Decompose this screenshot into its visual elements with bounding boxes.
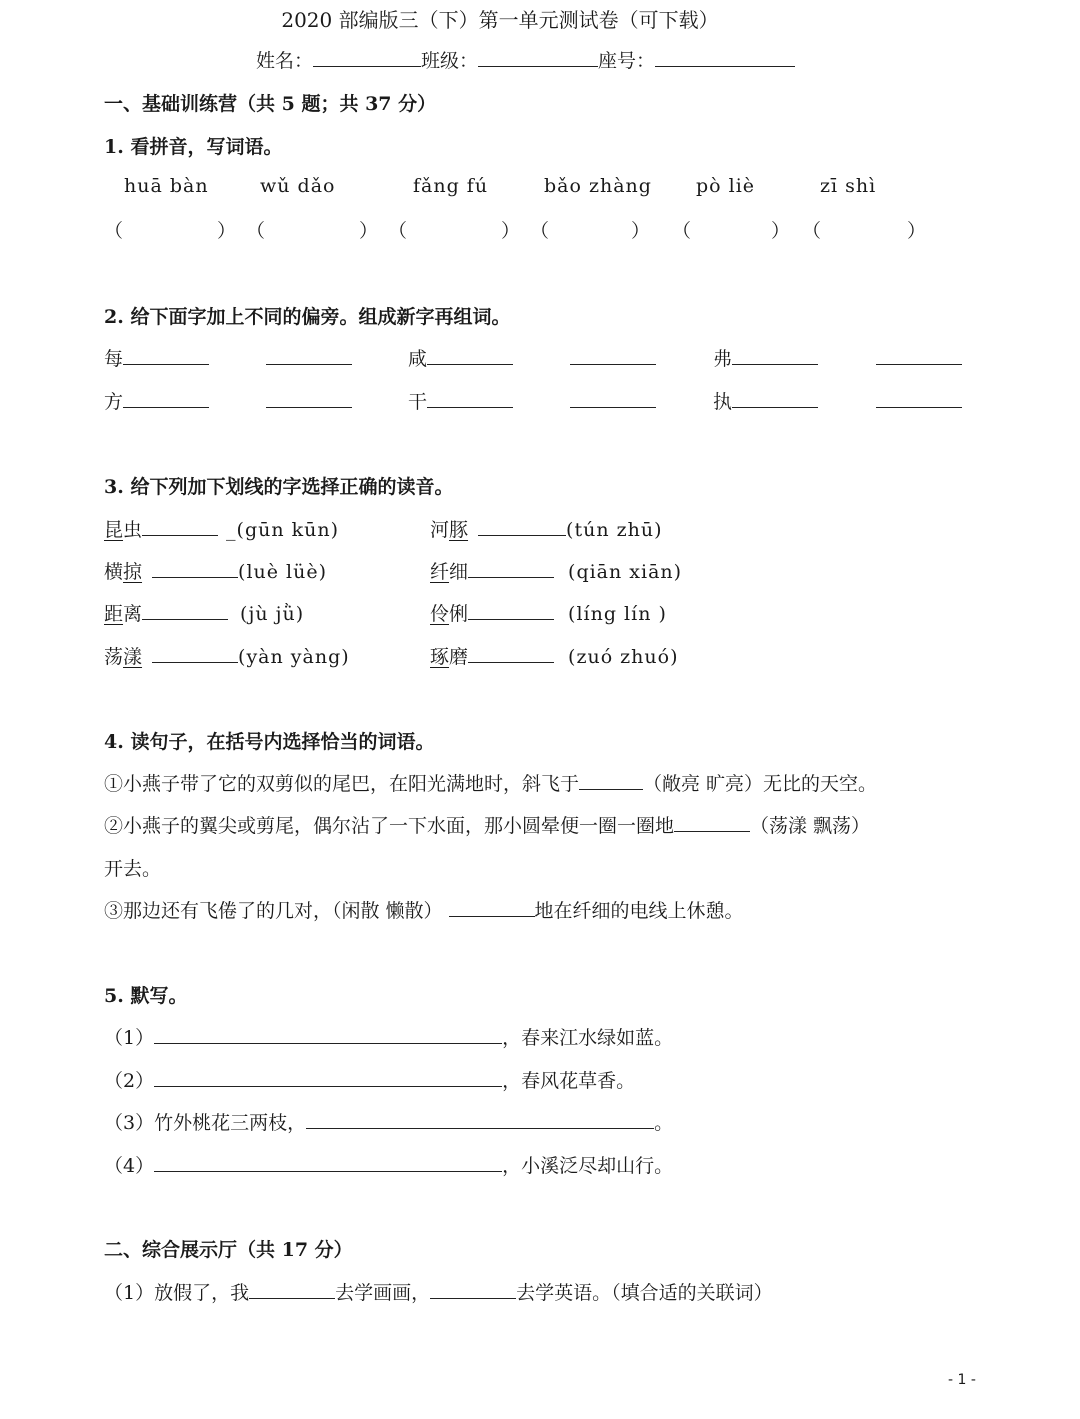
q2-row1-item1 <box>104 344 209 371</box>
q1-answer-6[interactable] <box>802 216 926 243</box>
q2-row2-item2 <box>408 387 513 414</box>
answer-blank[interactable] <box>674 811 750 832</box>
radical-char: 弗 <box>713 348 733 370</box>
q4-sentence-1 <box>104 769 877 796</box>
answer-blank[interactable] <box>123 387 209 408</box>
q2-row1-item2 <box>408 344 513 371</box>
q3-item-1 <box>104 515 339 542</box>
q2-row2-blank3[interactable] <box>876 387 962 413</box>
word-char: 荡 <box>104 646 124 668</box>
answer-blank[interactable] <box>306 1108 654 1129</box>
radical-char: 执 <box>713 391 733 413</box>
name-label: 姓名： <box>256 50 314 72</box>
section-heading-showcase: 二、综合展示厅（共 17 分） <box>104 1239 353 1261</box>
paren-open: （ <box>530 220 550 242</box>
q1-answer-3[interactable] <box>388 216 520 243</box>
sentence-text: ①小燕子带了它的双剪似的尾巴，在阳光满地时，斜飞于 <box>104 773 580 795</box>
q5-line-2 <box>104 1066 635 1093</box>
paren-open: （ <box>104 220 124 242</box>
q2-title: 2. 给下面字加上不同的偏旁。组成新字再组词。 <box>104 306 511 328</box>
q4-title: 4. 读句子，在括号内选择恰当的词语。 <box>104 731 435 753</box>
answer-blank[interactable] <box>249 1278 335 1299</box>
poem-text: 竹外桃花三两枝， <box>154 1112 307 1134</box>
q1-pinyin-6: zī shì <box>820 175 877 197</box>
underlined-char: 豚 <box>449 519 469 541</box>
answer-blank[interactable] <box>732 387 818 408</box>
paren-close: ） <box>771 220 791 242</box>
underlined-char: 琢 <box>430 646 450 668</box>
radical-char: 干 <box>408 391 428 413</box>
word-char: 横 <box>104 561 124 583</box>
page-number: - 1 - <box>948 1372 976 1388</box>
answer-blank[interactable] <box>427 344 513 365</box>
answer-blank[interactable] <box>430 1278 516 1299</box>
answer-blank[interactable] <box>427 387 513 408</box>
pinyin-options: (zuó zhuó) <box>568 646 679 668</box>
q4-sentence-3 <box>104 896 744 923</box>
q3-item-5 <box>104 599 304 626</box>
pinyin-options: (tún zhū) <box>566 519 663 541</box>
pinyin-options: _(gūn kūn) <box>226 519 340 541</box>
word-char: 细 <box>449 561 469 583</box>
sentence-text: 地在纤细的电线上休憩。 <box>534 900 744 922</box>
q1-answer-1[interactable] <box>104 216 236 243</box>
q1-pinyin-3: fǎng fú <box>413 175 489 197</box>
underlined-char: 伶 <box>430 603 450 625</box>
paren-close: ） <box>907 220 927 242</box>
pinyin-options: (líng lín ) <box>568 603 667 625</box>
q2-row1-blank3[interactable] <box>876 344 962 370</box>
answer-blank[interactable] <box>468 599 554 620</box>
q5-title: 5. 默写。 <box>104 985 188 1007</box>
underlined-char: 纤 <box>430 561 450 583</box>
q1-answer-2[interactable] <box>246 216 378 243</box>
pinyin-options: (yàn yàng) <box>238 646 350 668</box>
q3-item-4 <box>430 557 682 584</box>
seat-label: 座号： <box>598 50 656 72</box>
q5-line-3 <box>104 1108 673 1135</box>
q1-answer-5[interactable] <box>672 216 790 243</box>
class-blank[interactable] <box>478 46 598 67</box>
pinyin-options: (jù jǜ) <box>240 603 305 625</box>
paren-close: ） <box>631 220 651 242</box>
answer-blank[interactable] <box>468 557 554 578</box>
q1-pinyin-5: pò liè <box>696 175 756 197</box>
answer-blank[interactable] <box>154 1151 502 1172</box>
q2-row1-item3 <box>713 344 818 371</box>
answer-blank[interactable] <box>449 896 535 917</box>
q1-pinyin-2: wǔ dǎo <box>260 175 336 197</box>
poem-text: ，小溪泛尽却山行。 <box>502 1155 674 1177</box>
q4-sentence-2 <box>104 811 870 838</box>
answer-blank[interactable] <box>142 515 218 536</box>
line-number: （1） <box>104 1027 155 1049</box>
sentence-text: 放假了，我 <box>154 1282 250 1304</box>
section-heading-basic: 一、基础训练营（共 5 题；共 37 分） <box>104 93 437 115</box>
answer-blank[interactable] <box>732 344 818 365</box>
q2-row2-blank2[interactable] <box>570 387 656 413</box>
q3-item-7 <box>104 642 350 669</box>
poem-text: ，春风花草香。 <box>502 1070 636 1092</box>
line-number: （3） <box>104 1112 155 1134</box>
name-blank[interactable] <box>313 46 421 67</box>
q2-row1-blank1[interactable] <box>266 344 352 370</box>
q1-pinyin-1: huā bàn <box>124 175 209 197</box>
choice-text: （荡漾 飘荡） <box>750 815 871 837</box>
radical-char: 咸 <box>408 348 428 370</box>
answer-blank[interactable] <box>579 769 643 790</box>
radical-char: 每 <box>104 348 124 370</box>
q2-row2-item3 <box>713 387 818 414</box>
radical-char: 方 <box>104 391 124 413</box>
answer-blank[interactable] <box>478 515 566 536</box>
underlined-char: 掠 <box>123 561 143 583</box>
paren-open: （ <box>246 220 266 242</box>
line-number: （1） <box>104 1282 155 1304</box>
q4-sentence-2-cont: 开去。 <box>104 858 162 880</box>
poem-text: ，春来江水绿如蓝。 <box>502 1027 674 1049</box>
line-number: （2） <box>104 1070 155 1092</box>
answer-blank[interactable] <box>142 599 228 620</box>
answer-blank[interactable] <box>123 344 209 365</box>
word-char: 磨 <box>449 646 469 668</box>
answer-blank[interactable] <box>152 557 238 578</box>
word-char: 俐 <box>449 603 469 625</box>
poem-text: 。 <box>654 1112 674 1134</box>
word-char: 虫 <box>123 519 143 541</box>
q3-title: 3. 给下列加下划线的字选择正确的读音。 <box>104 476 454 498</box>
q5-line-4 <box>104 1151 673 1178</box>
pinyin-options: (luè lüè) <box>238 561 328 583</box>
q1-title: 1. 看拼音，写词语。 <box>104 136 283 158</box>
q5-line-1 <box>104 1023 673 1050</box>
choice-text: ③那边还有飞倦了的几对，（闲散 懒散） <box>104 900 443 922</box>
paren-close: ） <box>217 220 237 242</box>
q1-pinyin-4: bǎo zhàng <box>544 175 652 197</box>
paren-close: ） <box>501 220 521 242</box>
line-number: （4） <box>104 1155 155 1177</box>
paper-title: 2020 部编版三（下）第一单元测试卷（可下载） <box>281 8 719 32</box>
choice-text: （敞亮 旷亮）无比的天空。 <box>643 773 878 795</box>
answer-blank[interactable] <box>154 1023 502 1044</box>
word-char: 河 <box>430 519 450 541</box>
sentence-text: ②小燕子的翼尖或剪尾，偶尔沾了一下水面，那小圆晕便一圈一圈地 <box>104 815 675 837</box>
sentence-text: 去学英语。（填合适的关联词） <box>516 1282 773 1304</box>
q2-row2-blank1[interactable] <box>266 387 352 413</box>
q3-item-3 <box>104 557 327 584</box>
q3-item-2 <box>430 515 663 542</box>
q3-item-6 <box>430 599 667 626</box>
q2-row2-item1 <box>104 387 209 414</box>
underlined-char: 漾 <box>123 646 143 668</box>
q3-item-8 <box>430 642 679 669</box>
student-info <box>256 46 795 73</box>
part2-q1 <box>104 1278 773 1305</box>
q1-answer-4[interactable] <box>530 216 650 243</box>
answer-blank[interactable] <box>154 1066 502 1087</box>
answer-blank[interactable] <box>468 642 554 663</box>
paren-open: （ <box>388 220 408 242</box>
underlined-char: 昆 <box>104 519 124 541</box>
q2-row1-blank2[interactable] <box>570 344 656 370</box>
answer-blank[interactable] <box>152 642 238 663</box>
word-char: 离 <box>123 603 143 625</box>
underlined-char: 距 <box>104 603 124 625</box>
class-label: 班级： <box>421 50 479 72</box>
paren-close: ） <box>359 220 379 242</box>
pinyin-options: (qiān xiān) <box>568 561 683 583</box>
sentence-text: 去学画画， <box>335 1282 431 1304</box>
paren-open: （ <box>802 220 822 242</box>
paren-open: （ <box>672 220 692 242</box>
seat-blank[interactable] <box>655 46 795 67</box>
